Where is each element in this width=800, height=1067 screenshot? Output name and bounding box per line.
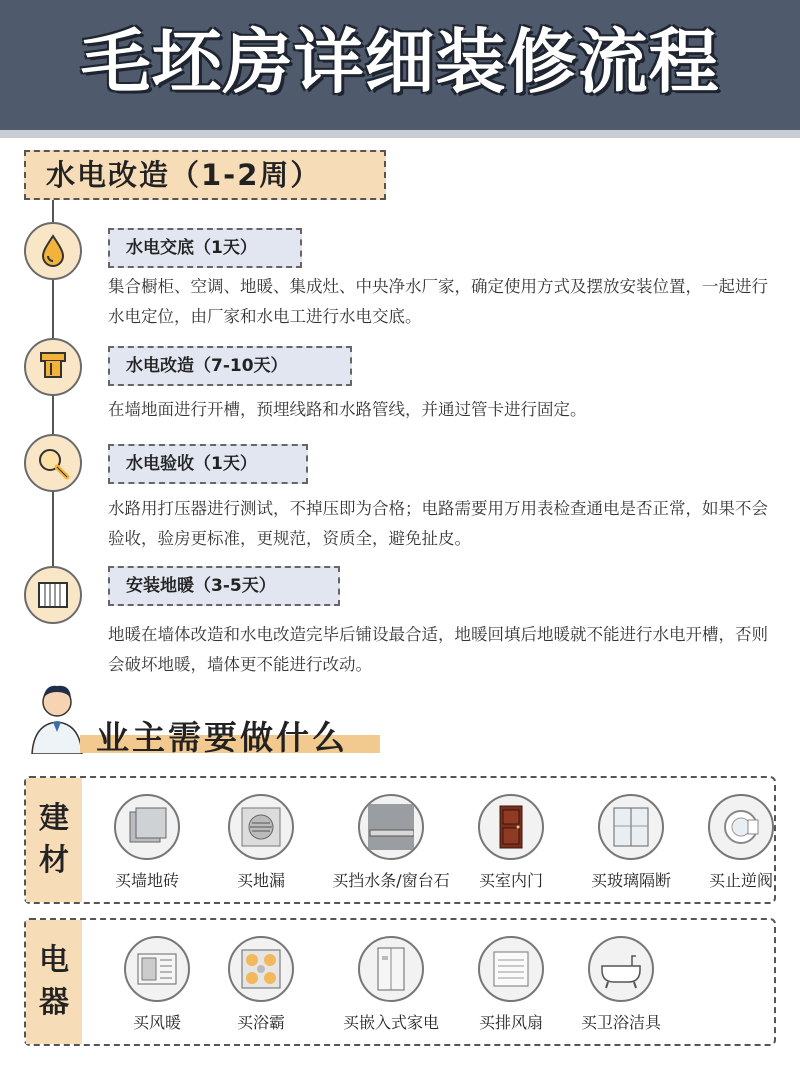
exhaust-fan-icon	[478, 936, 544, 1002]
item-interior-door[interactable]: 买室内门	[446, 794, 576, 891]
step-desc-3: 水路用打压器进行测试，不掉压即为合格；电路需要用万用表检查通电是否正常，如果不会验收，验房更标准，更规范，资质全，避免扯皮。	[108, 499, 768, 548]
fan-heater-icon	[124, 936, 190, 1002]
item-tiles[interactable]: 买墙地砖	[82, 794, 212, 891]
check-valve-icon	[708, 794, 774, 860]
category-label: 电 器	[26, 920, 82, 1044]
item-glass-partition[interactable]: 买玻璃隔断	[566, 794, 696, 891]
avatar	[26, 680, 88, 754]
item-built-in-appliance[interactable]: 买嵌入式家电	[326, 936, 456, 1033]
step-title-4: 安装地暖（3-5天）	[108, 566, 340, 606]
floor-drain-icon	[228, 794, 294, 860]
bath-heater-icon	[228, 936, 294, 1002]
tile-icon	[114, 794, 180, 860]
item-exhaust-fan[interactable]: 买排风扇	[446, 936, 576, 1033]
step-desc-4: 地暖在墙体改造和水电改造完毕后铺设最合适，地暖回填后地暖就不能进行水电开槽，否则会破坏地暖，墙体更不能进行改动。	[108, 625, 768, 674]
item-floor-drain[interactable]: 买地漏	[196, 794, 326, 891]
item-bath-heater[interactable]: 买浴霸	[196, 936, 326, 1033]
item-fan-heater[interactable]: 买风暖	[92, 936, 222, 1033]
page-title: 毛坯房详细装修流程	[80, 21, 720, 103]
item-sanitary-ware[interactable]: 买卫浴洁具	[556, 936, 686, 1033]
step-title-1: 水电交底（1天）	[108, 228, 302, 268]
water-bar-icon	[358, 794, 424, 860]
radiator-icon	[24, 566, 82, 624]
item-water-bar[interactable]: 买挡水条/窗台石	[326, 794, 456, 891]
section-title: 水电改造（1-2周）	[46, 158, 322, 192]
pipe-icon	[24, 338, 82, 396]
step-title-3: 水电验收（1天）	[108, 444, 308, 484]
glass-partition-icon	[598, 794, 664, 860]
section-heading	[24, 150, 386, 200]
header-banner	[0, 0, 800, 138]
category-appliances	[24, 918, 776, 1046]
category-building-materials	[24, 776, 776, 904]
category-label: 建 材	[26, 778, 82, 902]
bathtub-icon	[588, 936, 654, 1002]
door-icon	[478, 794, 544, 860]
header-divider	[0, 130, 800, 138]
step-desc-1: 集合橱柜、空调、地暖、集成灶、中央净水厂家，确定使用方式及摆放安装位置，一起进行水电定位，由厂家和水电工进行水电交底。	[108, 277, 768, 326]
item-check-valve[interactable]: 买止逆阀	[676, 794, 800, 891]
fridge-icon	[358, 936, 424, 1002]
water-drop-icon	[24, 222, 82, 280]
magnifier-icon	[24, 434, 82, 492]
step-title-2: 水电改造（7-10天）	[108, 346, 352, 386]
step-desc-2: 在墙地面进行开槽，预埋线路和水路管线，并通过管卡进行固定。	[108, 400, 587, 419]
owner-title: 业主需要做什么	[96, 718, 348, 757]
